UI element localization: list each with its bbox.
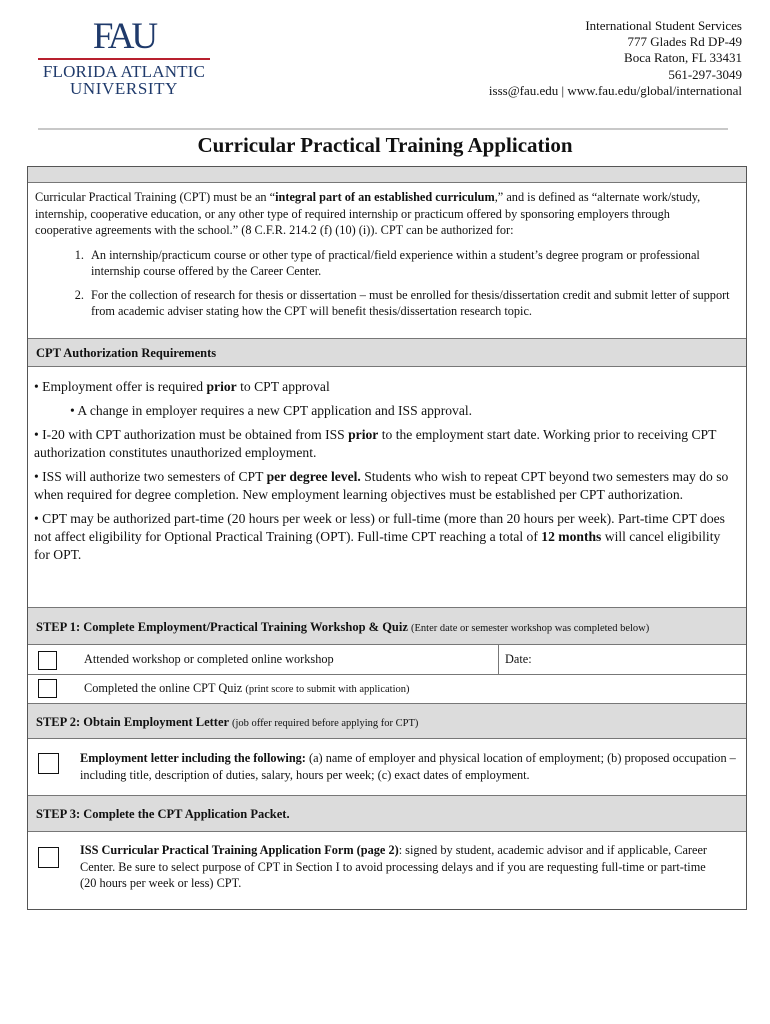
requirement-1-sub: • A change in employer requires a new CPT application and ISS approval. <box>70 403 473 418</box>
intro-paragraph: Curricular Practical Training (CPT) must be an “integral part of an established curriculum,” and is defined as “alternate work/study, internship, cooperative education, or any other type of required internship or practicum offered by sponsoring employers through cooperative agreements with the school.” (8 C.F.R. 214.2 (f) (10) (i)). CPT can be authorized for: <box>35 190 701 237</box>
intro-section <box>28 182 746 338</box>
requirement-4: • CPT may be authorized part-time (20 hours per week or less) or full-time (more than 20 hours per week). Part-time CPT does not affect eligibility for Optional Practical Training (OPT). Full-time CPT reaching a total of 12 months will cancel eligibility for OPT. <box>34 511 725 562</box>
top-gray-bar <box>28 167 746 183</box>
date-divider <box>498 645 499 674</box>
intro-list-item-2: 2. For the collection of research for thesis or dissertation – must be enrolled for thesis/dissertation credit and submit letter of support from academic adviser stating how the CPT will benefit thesis/dissertation research topic. <box>87 287 730 320</box>
quiz-label: Completed the online CPT Quiz (print score to submit with application) <box>84 681 410 695</box>
workshop-label: Attended workshop or completed online workshop <box>84 652 334 666</box>
page-title: Curricular Practical Training Application <box>197 133 573 157</box>
email-web: isss@fau.edu | www.fau.edu/global/international <box>488 82 742 98</box>
step1-heading: STEP 1: Complete Employment/Practical Training Workshop & Quiz (Enter date or semester workshop was completed below) <box>28 607 746 645</box>
application-form-text: ISS Curricular Practical Training Application Form (page 2): signed by student, academic advisor and if applicable, Career Center. Be sure to select purpose of CPT in Section I to avoid processing delays and if you are requesting full-time or part-time (20 hours per week or less) CPT. <box>80 843 708 890</box>
requirement-1: • Employment offer is required prior to CPT approval <box>34 379 330 394</box>
logo-mark: FAU <box>92 16 156 57</box>
employment-letter-checkbox[interactable] <box>38 753 59 774</box>
logo-line-2: UNIVERSITY <box>70 79 178 98</box>
step2-note: (job offer required before applying for CPT) <box>231 718 419 729</box>
intro-list <box>35 247 730 320</box>
step3-heading: STEP 3: Complete the CPT Application Packet. <box>28 795 746 832</box>
step2-heading: STEP 2: Obtain Employment Letter (job offer required before applying for CPT) <box>28 703 746 739</box>
application-form-checkbox[interactable] <box>38 847 59 868</box>
intro-list-item-1: 1. An internship/practicum course or other type of practical/field experience within a student’s degree program or professional internship course offered by the Career Center. <box>87 247 730 280</box>
requirement-3: • ISS will authorize two semesters of CPT per degree level. Students who wish to repeat CPT beyond two semesters may do so when required for degree completion. New employment learning objectives must be established per CPT authorization. <box>34 469 729 502</box>
logo-line-1: FLORIDA ATLANTIC <box>42 62 206 81</box>
street-address: 777 Glades Rd DP-49 <box>627 34 742 50</box>
employment-letter-text: Employment letter including the following: (a) name of employer and physical location of employment; (b) proposed occupation – including title, description of duties, salary, hours per week; (c) exact dates of employment. <box>80 751 736 782</box>
requirements-heading: CPT Authorization Requirements <box>28 338 746 367</box>
intro-bold: integral part of an established curriculum <box>275 190 495 204</box>
workshop-checkbox[interactable] <box>38 651 57 670</box>
step1-row-divider <box>28 674 746 675</box>
logo-divider <box>38 58 210 60</box>
quiz-note: (print score to submit with application) <box>245 684 410 695</box>
city-address: Boca Raton, FL 33431 <box>624 50 742 66</box>
form-frame <box>27 166 747 910</box>
step1-note: (Enter date or semester workshop was completed below) <box>411 623 650 634</box>
date-label: Date: <box>505 652 532 666</box>
requirements-list <box>28 378 746 604</box>
quiz-checkbox[interactable] <box>38 679 57 698</box>
header-divider <box>38 128 728 130</box>
requirement-2: • I-20 with CPT authorization must be obtained from ISS prior to the employment start date. Working prior to receiving CPT authorization constitutes unauthorized employment. <box>34 427 717 460</box>
fau-logo <box>36 18 212 97</box>
phone-number: 561-297-3049 <box>668 66 742 82</box>
contact-block <box>489 18 742 99</box>
office-name: International Student Services <box>585 18 742 33</box>
